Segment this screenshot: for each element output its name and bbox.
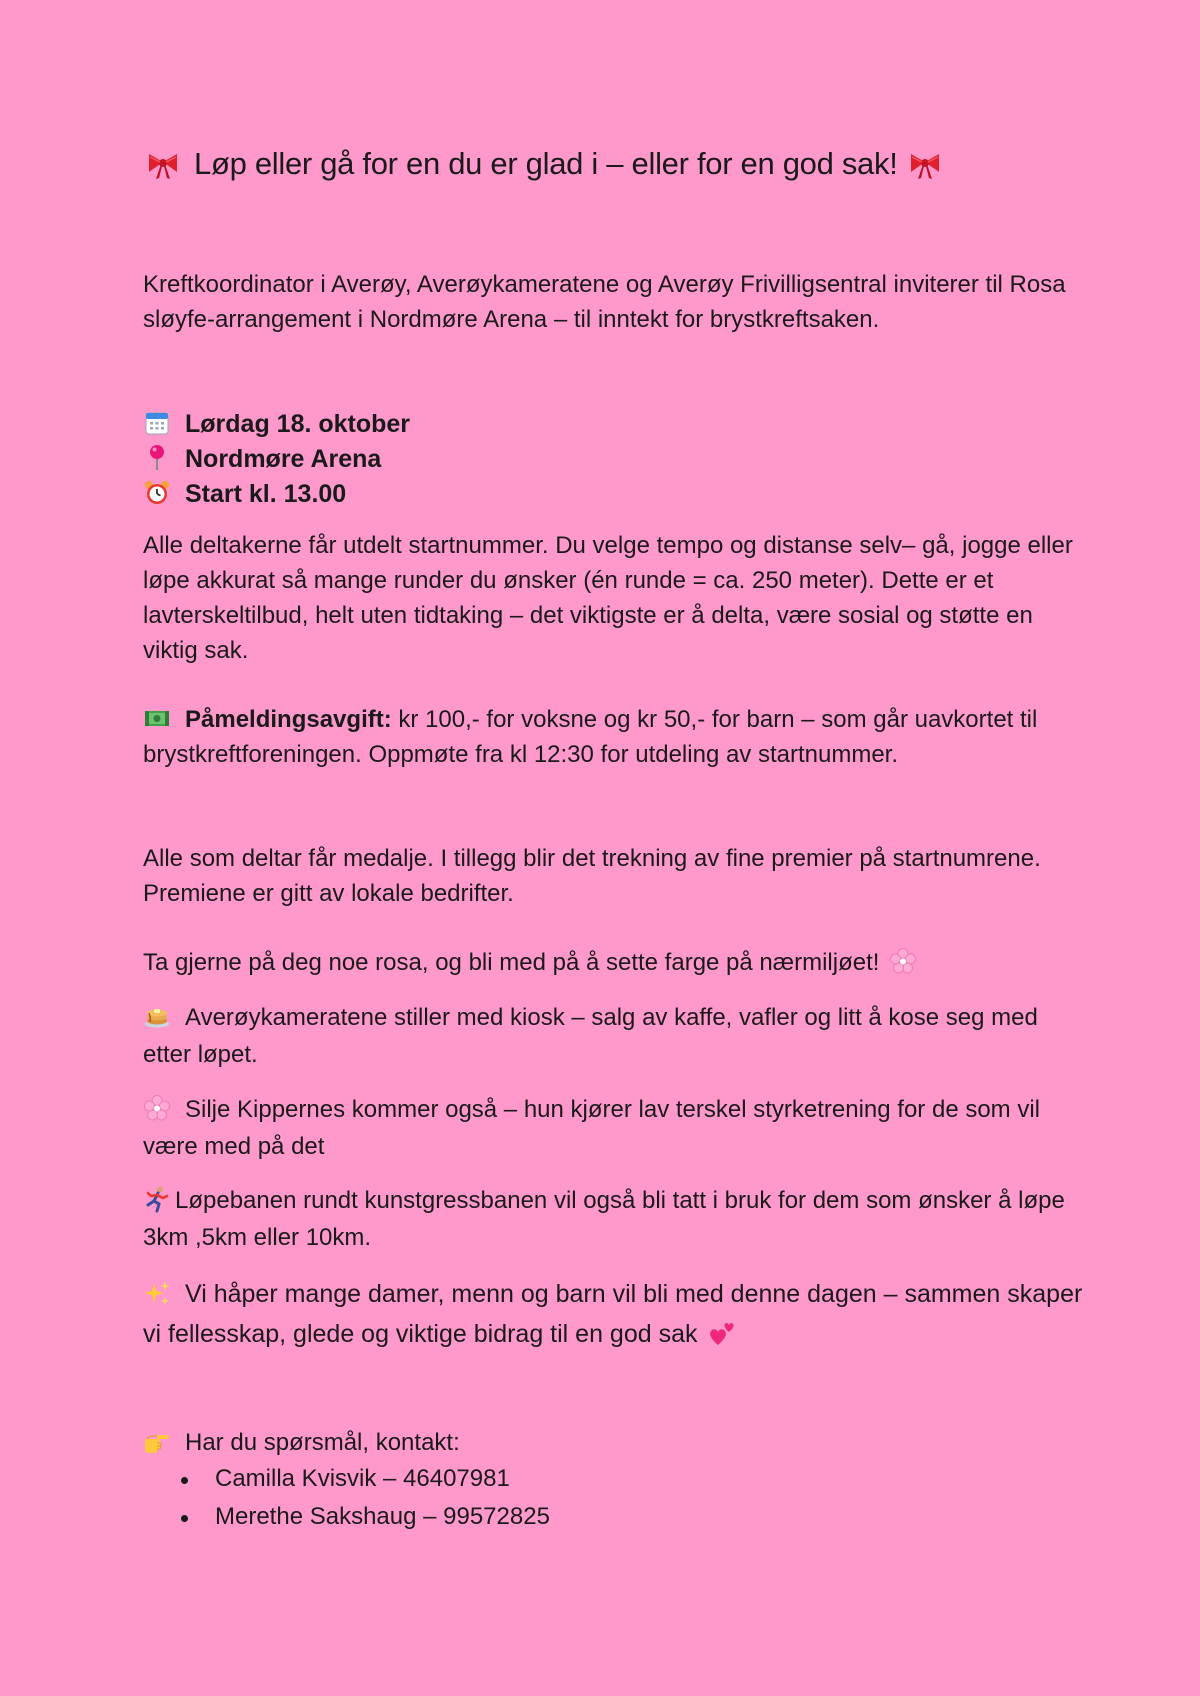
- fee-paragraph: [143, 702, 1083, 772]
- title-text: Løp eller gå for en du er glad i – eller for en god sak!: [194, 146, 898, 181]
- two-hearts-icon: [708, 1319, 736, 1347]
- fact-date-text: Lørdag 18. oktober: [185, 410, 411, 438]
- rosa-paragraph: [143, 945, 1083, 980]
- contact-heading: [143, 1425, 1083, 1460]
- fee-text: kr 100,- for voksne og kr 50,- for barn – som går uavkortet til brystkreftforeningen. Oppmøte fra kl 12:30 for utdeling av startnummer.: [143, 706, 1038, 768]
- alarm-clock-icon: [143, 479, 171, 507]
- silje-text: Silje Kippernes kommer også – hun kjører lav terskel styrketrening for de som vil være med på det: [143, 1096, 1040, 1160]
- cherry-blossom-icon: [889, 947, 917, 975]
- fact-time: [143, 477, 410, 512]
- cherry-blossom-icon: [143, 1094, 171, 1122]
- pushpin-icon: [143, 444, 171, 472]
- runner-icon: [143, 1185, 171, 1213]
- ribbon-icon: [146, 147, 180, 181]
- pointing-hand-icon: [143, 1427, 171, 1455]
- contact-item: Merethe Sakshaug – 99572825: [175, 1498, 550, 1536]
- ribbon-icon: [908, 147, 942, 181]
- sparkles-icon: [143, 1279, 171, 1307]
- participants-paragraph: Alle deltakerne får utdelt startnummer. Du velge tempo og distanse selv– gå, jogge eller løpe akkurat så mange runder du ønsker (én runde = ca. 250 meter). Dette er et lavterskeltilbud, helt uten tidtaking – det viktigste er å delta, være sosial og støtte en viktig sak.: [143, 532, 1073, 664]
- contact-item: Camilla Kvisvik – 46407981: [175, 1460, 550, 1498]
- intro-paragraph: Kreftkoordinator i Averøy, Averøykameratene og Averøy Frivilligsentral inviterer til Rosa sløyfe-arrangement i Nordmøre Arena – til inntekt for brystkreftsaken.: [143, 271, 1066, 333]
- hope-text: Vi håper mange damer, menn og barn vil bli med denne dagen – sammen skaper vi fellesskap, glede og viktige bidrag til en god sak: [143, 1280, 1083, 1348]
- page-title: [146, 146, 942, 182]
- track-text: Løpebanen rundt kunstgressbanen vil også bli tatt i bruk for dem som ønsker å løpe 3km ,5km eller 10km.: [143, 1187, 1065, 1251]
- contact-list: [175, 1460, 550, 1536]
- event-facts: [143, 407, 410, 512]
- silje-paragraph: [143, 1091, 1083, 1165]
- kiosk-text: Averøykameratene stiller med kiosk – salg av kaffe, vafler og litt å kose seg med etter løpet.: [143, 1004, 1038, 1068]
- fact-date: [143, 407, 410, 442]
- money-icon: [143, 704, 171, 732]
- medal-paragraph: Alle som deltar får medalje. I tillegg blir det trekning av fine premier på startnumrene. Premiene er gitt av lokale bedrifter.: [143, 845, 1041, 907]
- hope-paragraph: [143, 1274, 1083, 1354]
- fact-location-text: Nordmøre Arena: [185, 445, 382, 473]
- calendar-icon: [143, 409, 171, 437]
- contact-label: Har du spørsmål, kontakt:: [185, 1429, 460, 1456]
- pancakes-icon: [143, 1002, 171, 1030]
- kiosk-paragraph: [143, 999, 1083, 1073]
- rosa-text: Ta gjerne på deg noe rosa, og bli med på å sette farge på nærmiljøet!: [143, 949, 880, 976]
- fact-time-text: Start kl. 13.00: [185, 480, 347, 508]
- track-paragraph: [143, 1182, 1083, 1256]
- fee-label: Påmeldingsavgift:: [185, 706, 392, 733]
- fact-location: [143, 442, 410, 477]
